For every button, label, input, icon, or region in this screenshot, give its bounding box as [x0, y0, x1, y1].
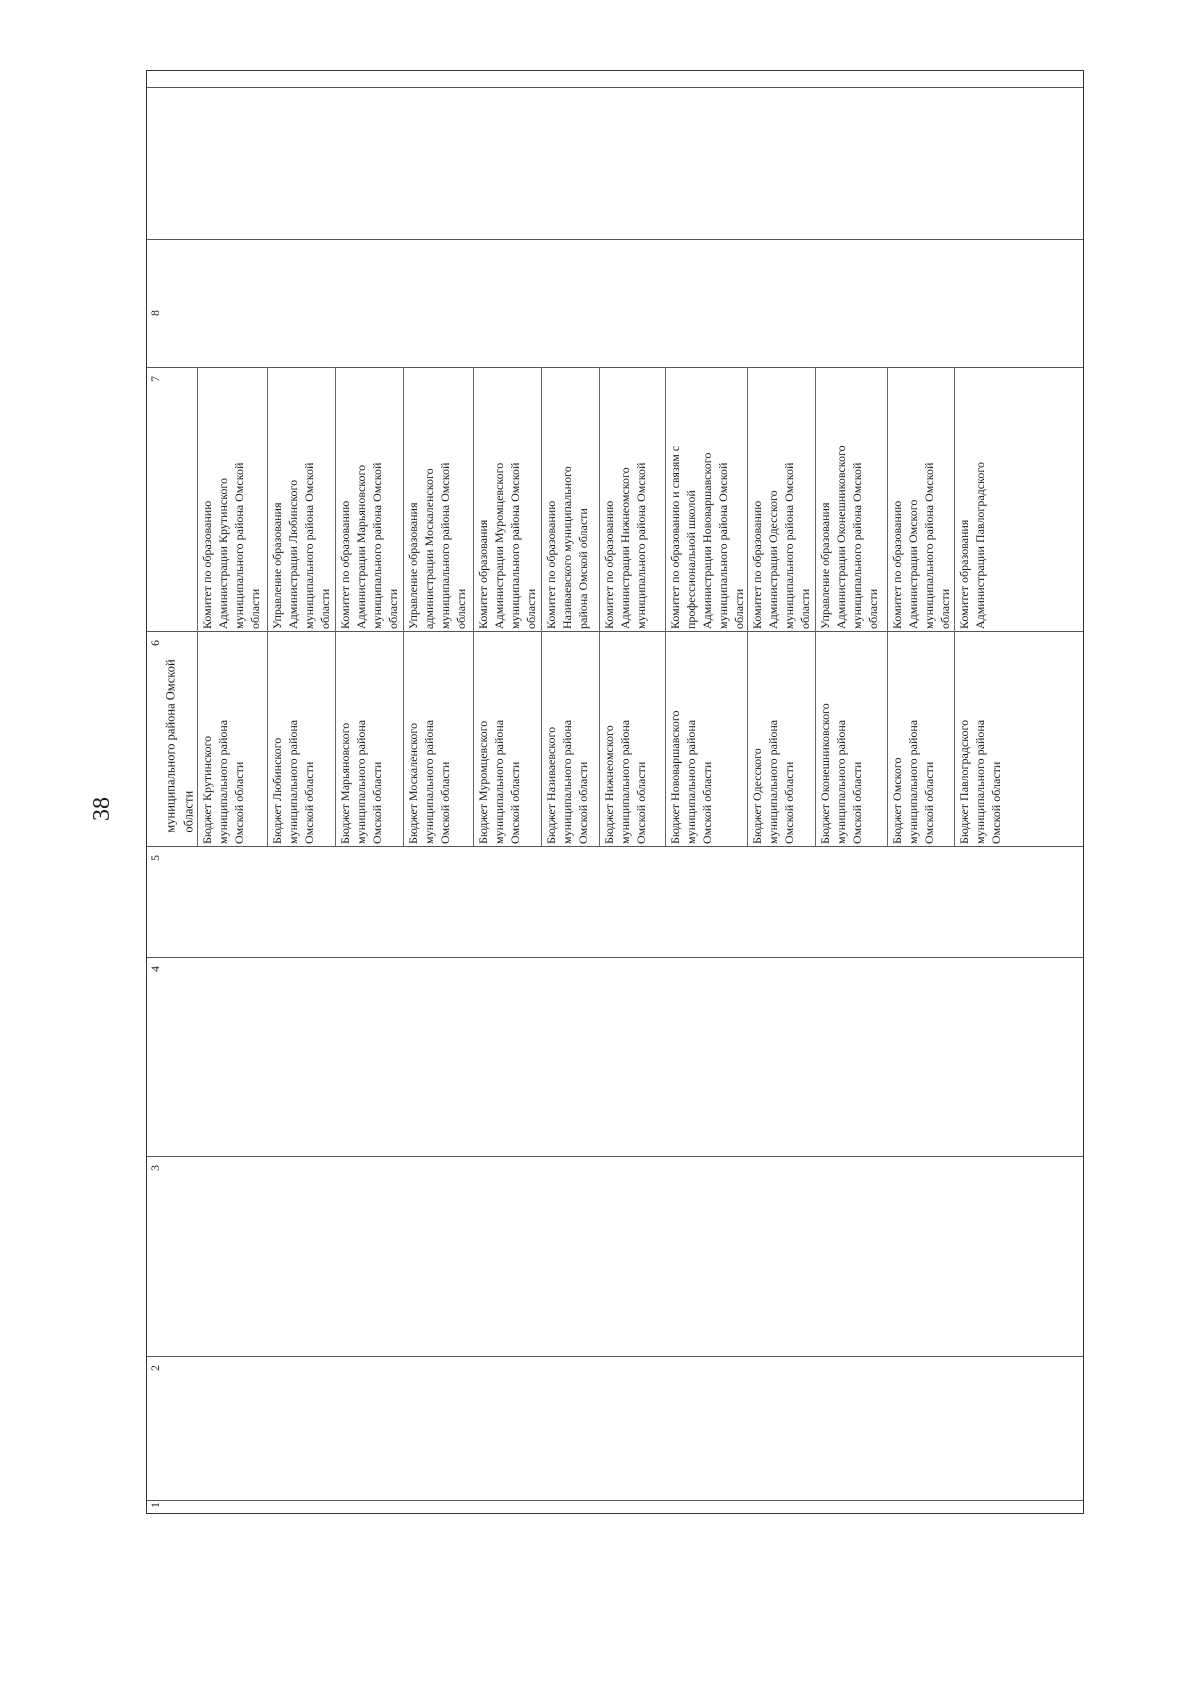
cell-line: муниципального района: [906, 719, 920, 844]
cell-line: Омской области: [922, 761, 936, 844]
budget-cell: [475, 633, 539, 844]
row-divider: [541, 367, 542, 631]
column-divider: [147, 957, 1083, 958]
row-divider: [954, 367, 955, 631]
cell-line: Називаевского муниципального: [560, 466, 574, 629]
budget-cell: [543, 633, 597, 844]
budget-cell: [749, 633, 813, 844]
cell-line: муниципального района Омской: [508, 462, 522, 629]
cell-line: области: [248, 588, 262, 629]
cell-line: Управление образования: [406, 502, 420, 629]
cell-line: Комитет по образованию и связям с: [668, 445, 682, 629]
column-divider: [147, 1356, 1083, 1357]
cell-line: профессиональной школой: [684, 490, 698, 629]
cell-line: Комитет по образованию: [200, 500, 214, 629]
row-divider: [665, 631, 666, 846]
cell-line: области: [318, 588, 332, 629]
row-divider: [815, 631, 816, 846]
cell-line: Омской области: [782, 761, 796, 844]
cell-line: Бюджет Нововаршавского: [668, 710, 682, 844]
cell-line: Омской области: [700, 761, 714, 844]
cell-line: муниципального района: [492, 719, 506, 844]
budget-cell: [601, 633, 663, 844]
budget-cell: [199, 633, 265, 844]
row-divider: [599, 367, 600, 631]
cell-line: муниципального района: [560, 719, 574, 844]
cell-line: области: [938, 588, 952, 629]
column-divider: [147, 846, 1083, 847]
budget-cell: [889, 633, 952, 844]
administrator-cell: [667, 369, 745, 629]
cell-line: администрации Москаленского: [422, 468, 436, 629]
cell-line: Администрации Любинского: [286, 479, 300, 629]
column-header-3: 3: [148, 1165, 162, 1171]
row-divider: [815, 367, 816, 631]
cell-line: муниципального района: [684, 719, 698, 844]
continuation-line: муниципального района Омской: [164, 659, 178, 833]
cell-line: муниципального района Омской: [438, 462, 452, 629]
cell-line: муниципального района: [766, 719, 780, 844]
cell-line: Бюджет Любинского: [270, 737, 284, 844]
budget-cell: [956, 633, 1083, 844]
cell-line: Комитет по образованию: [544, 500, 558, 629]
administrator-cell: [817, 369, 885, 629]
cell-line: района Омской области: [576, 508, 590, 629]
cell-line: Администрации Крутинского: [216, 477, 230, 629]
budget-cell: [337, 633, 401, 844]
column-divider: [147, 239, 1083, 240]
cell-line: Комитет образования: [476, 519, 490, 629]
cell-line: Комитет по образованию: [338, 500, 352, 629]
cell-line: Бюджет Павлоградского: [957, 719, 971, 844]
continuation-line: области: [182, 790, 196, 833]
cell-line: Омской области: [508, 761, 522, 844]
cell-line: Бюджет Крутинского: [200, 735, 214, 844]
cell-line: Омской области: [370, 761, 384, 844]
cell-line: области: [866, 588, 880, 629]
cell-line: Управление образования: [818, 502, 832, 629]
column-header-1: 1: [148, 1502, 162, 1508]
row-divider: [887, 631, 888, 846]
cell-line: Бюджет Одесского: [750, 748, 764, 844]
cell-line: Администрации Марьяновского: [354, 464, 368, 629]
row-divider: [954, 631, 955, 846]
column-header-8: 8: [148, 310, 162, 316]
cell-line: Бюджет Москаленского: [406, 722, 420, 844]
cell-line: муниципального района: [422, 719, 436, 844]
cell-line: муниципального района: [354, 719, 368, 844]
cell-line: Комитет образования: [957, 519, 971, 629]
administrator-cell: [337, 369, 401, 629]
column-header-2: 2: [148, 1365, 162, 1371]
budget-cell: [405, 633, 471, 844]
cell-line: муниципального района Омской: [232, 462, 246, 629]
cell-line: Бюджет Називаевского: [544, 726, 558, 844]
column-divider: [147, 367, 1083, 368]
row-divider: [747, 367, 748, 631]
row-divider: [473, 367, 474, 631]
administrator-cell: [543, 369, 597, 629]
cell-line: области: [386, 588, 400, 629]
cell-line: области: [732, 588, 746, 629]
continuation-cell: [164, 633, 196, 859]
row-divider: [665, 367, 666, 631]
cell-line: Бюджет Марьяновского: [338, 722, 352, 844]
administrator-cell: [475, 369, 539, 629]
cell-line: муниципального района: [973, 719, 987, 844]
row-divider: [335, 631, 336, 846]
cell-line: Омской области: [634, 761, 648, 844]
administrator-cell: [749, 369, 813, 629]
continuation-text: [162, 659, 198, 832]
cell-line: Омской области: [850, 761, 864, 844]
column-header-5: 5: [148, 855, 162, 861]
administrator-cell: [405, 369, 471, 629]
cell-line: Бюджет Оконешниковского: [818, 703, 832, 844]
cell-line: муниципального района Омской: [850, 462, 864, 629]
column-header-6: 6: [148, 640, 162, 646]
cell-line: Омской области: [302, 761, 316, 844]
cell-line: Администрации Одесского: [766, 490, 780, 629]
column-header-7: 7: [148, 376, 162, 382]
row-divider: [197, 631, 198, 846]
cell-line: муниципального района Омской: [782, 462, 796, 629]
cell-line: Бюджет Омского: [890, 757, 904, 844]
cell-line: Омской области: [989, 761, 1003, 844]
cell-line: Управление образования: [270, 502, 284, 629]
row-divider: [599, 631, 600, 846]
cell-line: Администрации Оконешниковского: [834, 445, 848, 629]
row-divider: [267, 631, 268, 846]
row-divider: [473, 631, 474, 846]
row-divider: [403, 631, 404, 846]
cell-line: Бюджет Муромцевского: [476, 720, 490, 844]
cell-line: Омской области: [232, 761, 246, 844]
row-divider: [335, 367, 336, 631]
budget-cell: [667, 633, 745, 844]
cell-line: области: [524, 588, 538, 629]
cell-line: муниципального района Омской: [716, 462, 730, 629]
page-number: 38: [89, 797, 115, 821]
row-divider: [887, 367, 888, 631]
cell-line: Омской области: [576, 761, 590, 844]
cell-line: Омской области: [438, 761, 452, 844]
row-divider: [197, 367, 198, 631]
administrator-cell: [956, 369, 1083, 629]
cell-line: Комитет по образованию: [750, 500, 764, 629]
cell-line: муниципального района: [834, 719, 848, 844]
row-divider: [403, 367, 404, 631]
administrator-cell: [889, 369, 952, 629]
column-divider: [147, 1156, 1083, 1157]
cell-line: муниципального района Омской: [634, 462, 648, 629]
budget-cell: [269, 633, 333, 844]
row-divider: [267, 367, 268, 631]
row-divider: [541, 631, 542, 846]
data-table: [146, 70, 1084, 1514]
header-divider: [147, 87, 1083, 88]
cell-line: Администрации Муромцевского: [492, 462, 506, 629]
cell-line: Бюджет Нижнеомского: [602, 725, 616, 844]
cell-line: муниципального района Омской: [922, 462, 936, 629]
cell-line: Администрации Омского: [906, 499, 920, 629]
cell-line: муниципального района Омской: [302, 462, 316, 629]
column-header-4: 4: [148, 966, 162, 972]
cell-line: Администрации Нововаршавского: [700, 452, 714, 629]
cell-line: области: [454, 588, 468, 629]
administrator-cell: [269, 369, 333, 629]
cell-line: муниципального района: [618, 719, 632, 844]
column-divider: [147, 631, 1083, 632]
column-divider: [147, 1500, 1083, 1501]
administrator-cell: [199, 369, 265, 629]
cell-line: муниципального района: [216, 719, 230, 844]
cell-line: Администрации Павлоградского: [973, 462, 987, 629]
administrator-cell: [601, 369, 663, 629]
cell-line: Комитет по образованию: [602, 500, 616, 629]
cell-line: муниципального района: [286, 719, 300, 844]
cell-line: Администрации Нижнеомского: [618, 467, 632, 629]
budget-cell: [817, 633, 885, 844]
row-divider: [747, 631, 748, 846]
cell-line: муниципального района Омской: [370, 462, 384, 629]
cell-line: Комитет по образованию: [890, 500, 904, 629]
cell-line: области: [798, 588, 812, 629]
